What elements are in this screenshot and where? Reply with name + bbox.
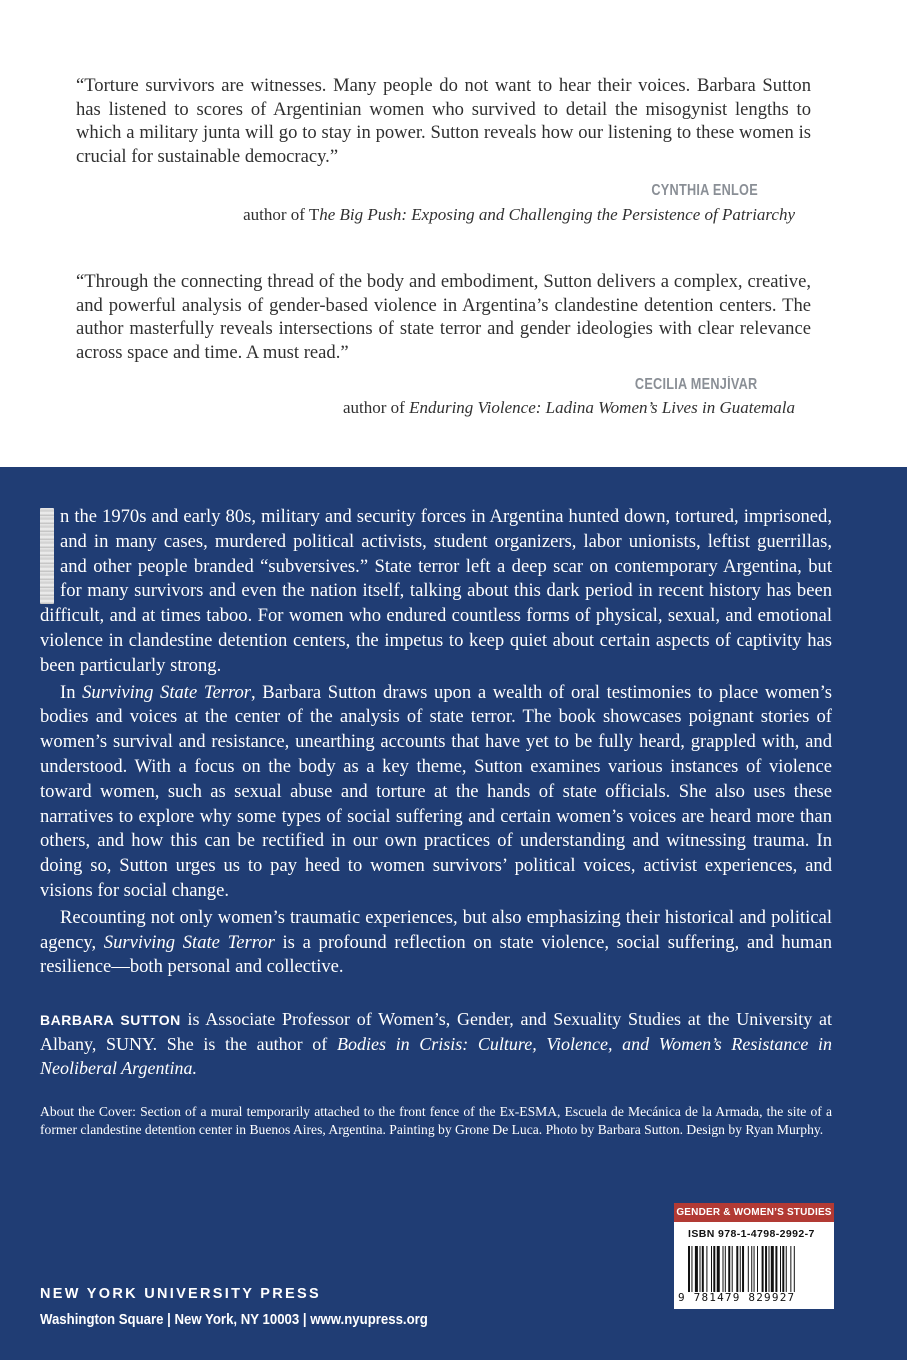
publisher-name: NEW YORK UNIVERSITY PRESS xyxy=(40,1286,321,1302)
paragraph-text: is a profound reflection on state violence, social suffering, and human resilience—both personal and collective. xyxy=(40,931,832,978)
paragraph-text: n the 1970s and early 80s, military and security forces in Argentina hunted down, tortured, imprisoned, and in many cases, murdered political activists, student organizers, labor unionists, leftist guerrillas, and other people branded “subversives.” State terror left a deep scar on contemporary Argentina, but for many survivors and even the nation itself, talking about this dark period in recent history has been difficult, and at times taboo. For women who endured countless forms of physical, sexual, and emotional violence in clandestine detention centers, the impetus to keep quiet about certain aspects of captivity has been particularly strong. xyxy=(40,506,832,676)
publisher-address: Washington Square | New York, NY 10003 | www.nyupress.org xyxy=(40,1311,428,1328)
paragraph-text: In xyxy=(60,681,83,703)
book-description xyxy=(40,505,832,982)
barcode-digits: 9 781479 829927 xyxy=(678,1291,796,1304)
endorsement-quote xyxy=(76,74,811,168)
drop-cap-letter-i xyxy=(40,508,54,604)
author-name: BARBARA SUTTON xyxy=(40,1012,181,1028)
paragraph-text: , Barbara Sutton draws upon a wealth of oral testimonies to place women’s bodies and voices at the center of the analysis of state terror. The book showcases poignant stories of women’s survival and resistance, unearthing accounts that have yet to be fully heard, grappled with, and understood. With a focus on the body as a key theme, Sutton examines various instances of violence toward women, such as sexual abuse and torture at the hands of state officials. She also uses these narratives to explore why some types of social suffering and certain women’s voices are heard more than others, and how this can be rectified in our own practices of understanding and witnessing trauma. In doing so, Sutton urges us to pay heed to women survivors’ political voices, activist experiences, and visions for social change. xyxy=(40,681,832,901)
description-paragraph xyxy=(40,681,832,904)
credit-book-title: he Big Push: Exposing and Challenging the Persistence of Patriarchy xyxy=(319,205,795,224)
paragraph-text: Recounting not only women’s traumatic experiences, but also emphasizing their historical and political agency, xyxy=(40,906,832,953)
author-bio xyxy=(40,1007,832,1080)
credit-prefix: author of T xyxy=(243,205,320,224)
bio-text: is Associate Professor of Women’s, Gender, and Sexuality Studies at the University at Albany, SUNY. She is the author of xyxy=(40,1009,832,1054)
barcode-box xyxy=(674,1203,834,1309)
endorser-credit xyxy=(243,205,795,225)
cover-note: About the Cover: Section of a mural temporarily attached to the front fence of the Ex-ESMA, Escuela de Mecánica de la Armada, the site of a former clandestine detention center in Buenos Aires, Argentina. Painting by Grone De Luca. Photo by Barbara Sutton. Design by Ryan Murphy. xyxy=(40,1104,832,1137)
quote-text: “Through the connecting thread of the body and embodiment, Sutton delivers a complex, creative, and powerful analysis of gender-based violence in Argentina’s clandestine detention centers. The author masterfully reveals intersections of state terror and gender ideologies with clear relevance across space and time. A must read.” xyxy=(76,271,811,363)
publisher-block xyxy=(40,1286,481,1328)
endorsements-section xyxy=(0,0,907,467)
book-title: Surviving State Terror xyxy=(103,931,275,953)
category-label: GENDER & WOMEN’S STUDIES xyxy=(674,1203,834,1222)
description-paragraph xyxy=(40,505,832,679)
endorsement-quote xyxy=(76,270,811,364)
credit-prefix: author of xyxy=(342,398,410,417)
quote-text: “Torture survivors are witnesses. Many people do not want to hear their voices. Barbara Sutton has listened to scores of Argentinian women who survived to detail the misogynist lengths to which a military junta will go to stay in power. Sutton reveals how our listening to these women is crucial for sustainable democracy.” xyxy=(76,75,811,167)
author-book-title: Bodies in Crisis: Culture, Violence, and Women’s Resistance in Neoliberal Argentina. xyxy=(40,1034,832,1078)
credit-book-title: Enduring Violence: Ladina Women’s Lives in Guatemala xyxy=(409,398,795,417)
endorser-name: CYNTHIA ENLOE xyxy=(651,182,758,199)
endorser-name: CECILIA MENJÍVAR xyxy=(634,376,757,393)
endorser-credit xyxy=(343,398,795,418)
barcode-bars xyxy=(688,1246,828,1292)
book-title: Surviving State Terror xyxy=(82,681,252,703)
description-paragraph xyxy=(40,906,832,980)
isbn-text: ISBN 978-1-4798-2992-7 xyxy=(688,1228,815,1240)
